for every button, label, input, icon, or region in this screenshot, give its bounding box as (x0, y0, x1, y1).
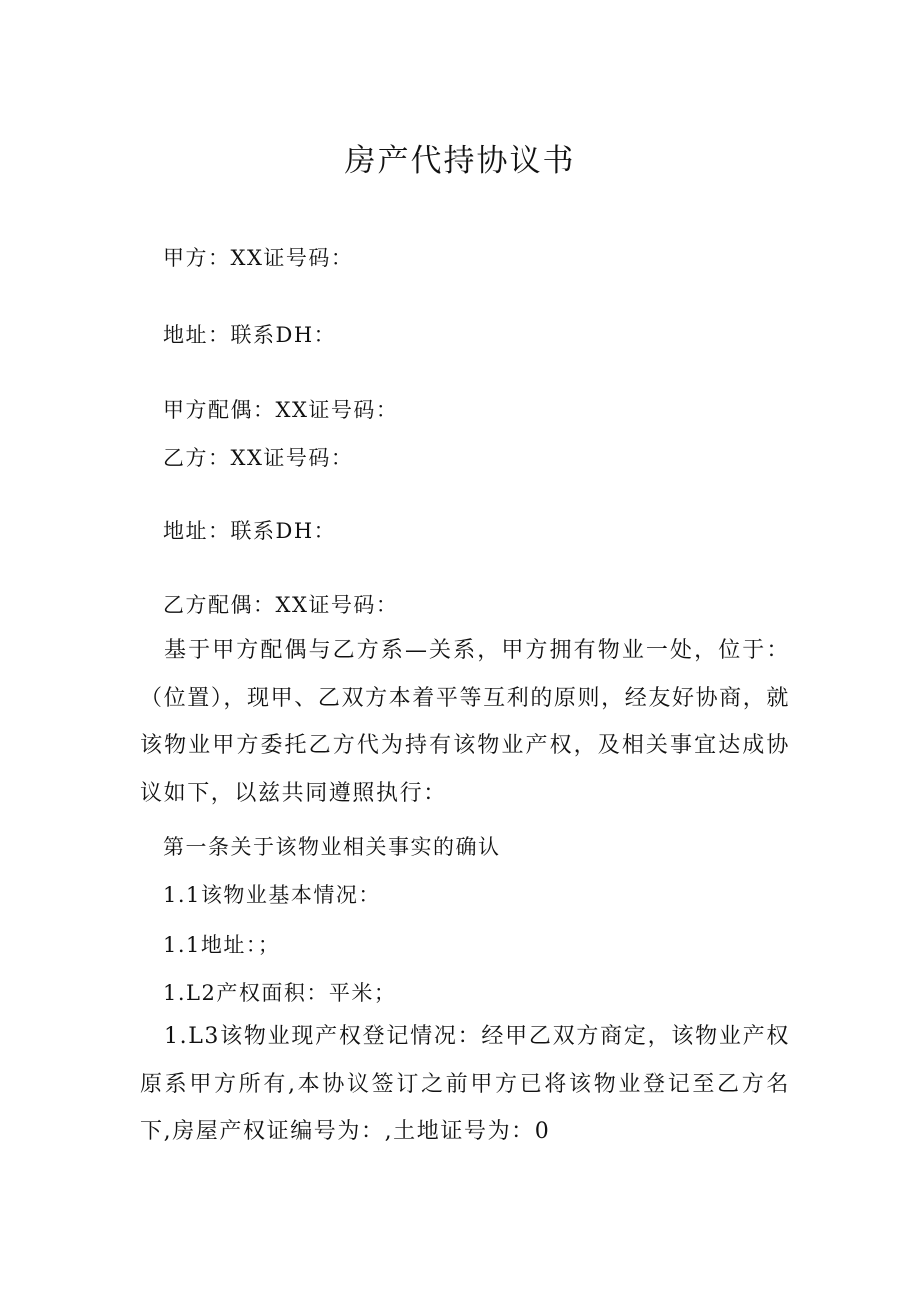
party-b-address-line: 地址：联系DH： (163, 519, 337, 543)
preamble-paragraph: 基于甲方配偶与乙方系—关系，甲方拥有物业一处，位于：（位置），现甲、乙双方本着平等互利的原则，经友好协商，就该物业甲方委托乙方代为持有该物业产权，及相关事宜达成协议如下，以兹共同遵照执行： (140, 638, 790, 806)
party-a-line: 甲方：XX证号码： (163, 246, 354, 270)
article-1-heading: 第一条关于该物业相关事实的确认 (163, 835, 501, 859)
clause-l2: 1.L2产权面积：平米； (163, 981, 397, 1005)
document-title: 房产代持协议书 (344, 143, 576, 179)
party-b-spouse-line: 乙方配偶：XX证号码： (163, 593, 399, 617)
clause-l3-paragraph: 1.L3该物业现产权登记情况：经甲乙双方商定，该物业产权原系甲方所有,本协议签订之前甲方已将该物业登记至乙方名下,房屋产权证编号为：,土地证号为：0 (140, 1024, 790, 1144)
party-a-address-line: 地址：联系DH： (163, 323, 337, 347)
party-a-spouse-line: 甲方配偶：XX证号码： (163, 398, 399, 422)
party-b-line: 乙方：XX证号码： (163, 446, 354, 470)
clause-1-1-address: 1.1地址：； (163, 933, 281, 957)
clause-1-1: 1.1该物业基本情况： (163, 883, 381, 907)
